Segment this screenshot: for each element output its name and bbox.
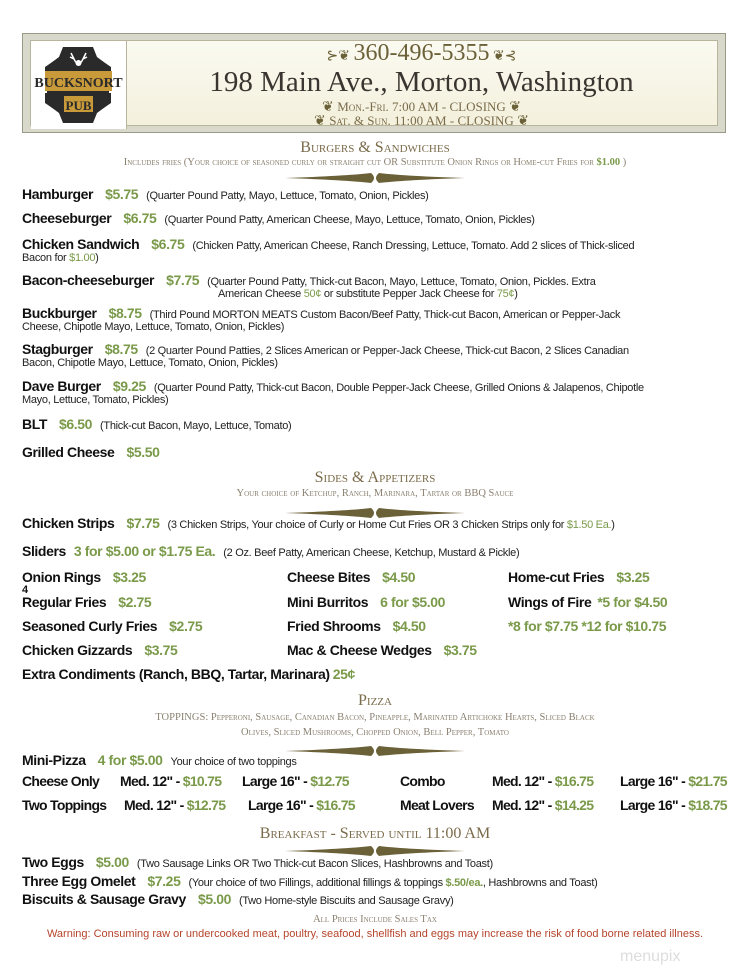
header-panel [30, 40, 718, 129]
section-subtitle-burgers: Includes fries (Your choice of seasoned curly or straight cut OR Substitute Onion Rings or Home-cut Fries for $1.00 ) [123, 157, 627, 168]
address: 198 Main Ave., Morton, Washington [209, 66, 634, 98]
price: $16.75 [316, 797, 355, 813]
menu-item-chicken-sandwich [22, 237, 634, 254]
item-price: $5.00 [95, 854, 129, 870]
description-text: (Quarter Pound Patty, Mayo, Lettuce, Tomato, Onion, Pickles) [146, 190, 429, 202]
side-item-regular-fries [22, 595, 151, 610]
side-item-wings-pricing [508, 619, 666, 634]
description-text: ) [514, 288, 518, 300]
item-description [137, 858, 493, 870]
item-description-continued [22, 252, 99, 264]
item-name: Sliders [22, 543, 66, 559]
item-price: *5 for $4.50 [597, 594, 668, 610]
pizza-medium-price [492, 774, 593, 789]
item-description [167, 519, 614, 531]
item-price: $7.25 [147, 873, 181, 889]
side-item-home-cut-fries [508, 570, 649, 585]
item-price: 6 for $5.00 [380, 594, 446, 610]
inline-price: $1.00 [69, 252, 96, 264]
side-item-seasoned-curly-fries [22, 619, 202, 634]
menu-item-mini-pizza [22, 753, 297, 770]
item-name: Home-cut Fries [508, 569, 605, 585]
item-name: Fried Shrooms [287, 618, 381, 634]
item-name: Wings of Fire [508, 594, 592, 610]
description-text: (Thick-cut Bacon, Mayo, Lettuce, Tomato) [100, 420, 292, 432]
bucksnort-pub-logo [31, 41, 127, 129]
item-price: $6.75 [151, 236, 185, 252]
menu-item-grilled-cheese [22, 445, 160, 460]
section-subtitle-sides: Your choice of Ketchup, Ranch, Marinara, Tartar or BBQ Sauce [236, 488, 514, 499]
phone-number: ⊱❦ 360-496-5355 ❦⊰ [326, 40, 517, 66]
description-text: (Third Pound MORTON MEATS Custom Bacon/Beef Patty, Thick-cut Bacon, American or Pepper-Jack [149, 309, 621, 321]
description-text: ) [95, 252, 99, 264]
size-label: Large 16" - [620, 797, 689, 813]
item-price: $8.75 [108, 305, 142, 321]
description-text: American Cheese [218, 288, 304, 300]
description-text: Bacon, Chipotle Mayo, Lettuce, Tomato, Onion, Pickles) [22, 357, 278, 369]
menu-item-sliders [22, 544, 519, 561]
size-label: Large 16" - [620, 773, 689, 789]
item-price: *8 for $7.75 *12 for $10.75 [508, 618, 667, 634]
item-description-continued [22, 357, 278, 369]
item-price: $4.50 [382, 569, 416, 585]
item-name: Chicken Gizzards [22, 642, 133, 658]
price: $12.75 [310, 773, 349, 789]
menu-item-cheeseburger [22, 211, 535, 228]
side-item-mac-cheese-wedges [287, 643, 477, 658]
item-name: Grilled Cheese [22, 444, 115, 460]
item-price: $5.50 [126, 444, 160, 460]
price: $16.75 [554, 773, 594, 789]
item-name: Chicken Sandwich [22, 236, 140, 252]
description-text: (2 Quarter Pound Patties, 2 Slices American or Pepper-Jack Cheese, Thick-cut Bacon, 2 Slices Canadian [145, 345, 629, 357]
pizza-large-price [242, 774, 349, 789]
description-text: (3 Chicken Strips, Your choice of Curly or Home Cut Fries OR 3 Chicken Strips only for [167, 519, 567, 531]
item-description [239, 895, 454, 907]
pizza-large-price [248, 798, 355, 813]
item-name: Seasoned Curly Fries [22, 618, 158, 634]
price: $21.75 [688, 773, 727, 789]
item-price: $7.75 [126, 515, 160, 531]
item-price: $6.75 [123, 210, 157, 226]
item-description [146, 190, 428, 202]
section-divider-ornament [285, 505, 465, 515]
item-name: Bacon-cheeseburger [22, 272, 155, 288]
pizza-cheese-only: Cheese Only [22, 773, 100, 789]
section-title-sides: Sides & Appetizers [314, 469, 436, 486]
item-price: $5.75 [105, 186, 139, 202]
pizza-toppings-line-2: Olives, Sliced Mushrooms, Chopped Onion, Bell Pepper, Tomato [241, 727, 509, 738]
side-item-wings-of-fire [508, 595, 667, 610]
item-name: Stagburger [22, 341, 93, 357]
section-title-breakfast: Breakfast - Served until 11:00 AM [259, 825, 491, 842]
item-description [146, 345, 629, 357]
item-price: $3.75 [443, 642, 477, 658]
menu-item-three-egg-omelet [22, 874, 597, 891]
description-text: (Two Sausage Links OR Two Thick-cut Bacon Slices, Hashbrowns and Toast) [136, 858, 493, 870]
item-price: $2.75 [169, 618, 203, 634]
description-text: , Hashbrowns and Toast) [482, 877, 598, 889]
inline-price: $.50/ea. [445, 877, 483, 889]
item-name: BLT [22, 416, 47, 432]
item-name: Hamburger [22, 186, 94, 202]
menu-item-biscuits-sausage-gravy [22, 892, 454, 909]
section-divider-ornament [285, 743, 465, 753]
section-title-burgers: Burgers & Sandwiches [300, 139, 450, 156]
menu-item-blt [22, 417, 291, 434]
item-name: Dave Burger [22, 378, 101, 394]
header-banner [22, 33, 726, 133]
item-name: Three Egg Omelet [22, 873, 136, 889]
pizza-medium-price [124, 798, 225, 813]
item-description-continued [22, 394, 168, 406]
description-text: (Quarter Pound Patty, Thick-cut Bacon, Double Pepper-Jack Cheese, Grilled Onions & Jalapenos, Chipotle [153, 382, 644, 394]
size-label: Med. 12" - [492, 797, 555, 813]
size-label: Large 16" - [242, 773, 311, 789]
inline-price: 50¢ [303, 288, 322, 300]
item-price: $3.25 [616, 569, 650, 585]
pizza-medium-price [120, 774, 221, 789]
size-label: Med. 12" - [120, 773, 183, 789]
description-text: Mayo, Lettuce, Tomato, Pickles) [22, 394, 169, 406]
item-price: 3 for $5.00 or $1.75 Ea. [73, 543, 216, 559]
item-name: Extra Condiments (Ranch, BBQ, Tartar, Marinara) [22, 666, 330, 682]
price: $10.75 [182, 773, 222, 789]
item-price: $9.25 [112, 378, 146, 394]
pizza-meat-lovers: Meat Lovers [400, 797, 474, 813]
side-item-chicken-gizzards [22, 643, 177, 658]
description-text: ) [611, 519, 615, 531]
item-name: Mini-Pizza [22, 752, 86, 768]
side-item-cheese-bites [287, 570, 415, 585]
pizza-large-price [620, 774, 727, 789]
pizza-two-toppings: Two Toppings [22, 797, 107, 813]
item-price: $3.25 [112, 569, 146, 585]
stray-mark: 4 [22, 584, 28, 596]
item-description [207, 276, 595, 288]
item-name: Chicken Strips [22, 515, 115, 531]
item-price: 25¢ [332, 666, 355, 682]
item-price: 4 for $5.00 [97, 752, 163, 768]
item-price: $4.50 [392, 618, 426, 634]
item-price: $2.75 [118, 594, 152, 610]
description-text: (Quarter Pound Patty, American Cheese, Mayo, Lettuce, Tomato, Onion, Pickles) [164, 214, 535, 226]
size-label: Med. 12" - [124, 797, 187, 813]
pizza-large-price [620, 798, 727, 813]
item-name: Cheeseburger [22, 210, 112, 226]
item-name: Mac & Cheese Wedges [287, 642, 432, 658]
item-price: $6.50 [58, 416, 93, 432]
item-description-continued [22, 321, 284, 333]
section-divider-ornament [285, 843, 465, 853]
section-divider-ornament [285, 170, 465, 180]
item-name: Two Eggs [22, 854, 84, 870]
item-name: Cheese Bites [287, 569, 371, 585]
item-price: $8.75 [104, 341, 138, 357]
menu-item-chicken-strips [22, 516, 615, 533]
svg-text:PUB: PUB [65, 98, 92, 113]
description-text: (Two Home-style Biscuits and Sausage Gravy) [238, 895, 454, 907]
item-description-continued [218, 288, 518, 300]
size-label: Med. 12" - [492, 773, 555, 789]
description-text: (Quarter Pound Patty, Thick-cut Bacon, Mayo, Lettuce, Tomato, Onion, Pickles. Extra [207, 276, 596, 288]
extra-condiments [22, 667, 355, 682]
item-description [192, 240, 634, 252]
price: $18.75 [688, 797, 727, 813]
inline-price: 75¢ [496, 288, 515, 300]
menu-item-hamburger [22, 187, 429, 204]
item-description [100, 420, 291, 432]
side-item-fried-shrooms [287, 619, 426, 634]
section-title-pizza: Pizza [358, 692, 392, 709]
svg-text:BUCKSNORT: BUCKSNORT [34, 76, 123, 91]
description-text: or substitute Pepper Jack Cheese for [321, 288, 497, 300]
item-price: $5.00 [197, 891, 231, 907]
item-description [150, 309, 621, 321]
tax-note: All Prices Include Sales Tax [313, 914, 437, 925]
item-price: $7.75 [166, 272, 200, 288]
side-item-onion-rings [22, 570, 146, 585]
pizza-toppings-line-1: TOPPINGS: Pepperoni, Sausage, Canadian Bacon, Pineapple, Marinated Artichoke Hearts, Sliced Black [155, 712, 595, 723]
opening-hours: ❦ Mon.-Fri. 7:00 AM - CLOSING ❦ ❦ Sat. & Sun. 11:00 AM - CLOSING ❦ [313, 99, 530, 129]
item-description: Your choice of two toppings [170, 756, 297, 768]
description-text: Cheese, Chipotle Mayo, Lettuce, Tomato, Onion, Pickles) [22, 321, 285, 333]
item-description [188, 877, 597, 889]
item-name: Onion Rings [22, 569, 101, 585]
item-description [223, 547, 519, 559]
pizza-combo: Combo [400, 773, 445, 789]
price: $14.25 [554, 797, 594, 813]
description-text: (Your choice of two Fillings, additional fillings & toppings [188, 877, 446, 889]
food-safety-warning: Warning: Consuming raw or undercooked meat, poultry, seafood, shellfish and eggs may increase the risk of food borne related illness. [46, 928, 704, 940]
menu-item-two-eggs [22, 855, 493, 872]
size-label: Large 16" - [248, 797, 317, 813]
side-item-mini-burritos [287, 595, 445, 610]
item-name: Regular Fries [22, 594, 107, 610]
price: $12.75 [186, 797, 226, 813]
item-description [154, 382, 644, 394]
watermark: menupix [620, 948, 681, 965]
item-price: $3.75 [144, 642, 178, 658]
item-name: Buckburger [22, 305, 97, 321]
item-description [164, 214, 534, 226]
description-text: Bacon for [22, 252, 70, 264]
pizza-medium-price [492, 798, 593, 813]
item-name: Biscuits & Sausage Gravy [22, 891, 186, 907]
inline-price: $1.50 Ea. [566, 519, 612, 531]
item-name: Mini Burritos [287, 594, 369, 610]
description-text: (Chicken Patty, American Cheese, Ranch Dressing, Lettuce, Tomato. Add 2 slices of Thick-sliced [192, 240, 635, 252]
description-text: (2 Oz. Beef Patty, American Cheese, Ketchup, Mustard & Pickle) [223, 547, 520, 559]
